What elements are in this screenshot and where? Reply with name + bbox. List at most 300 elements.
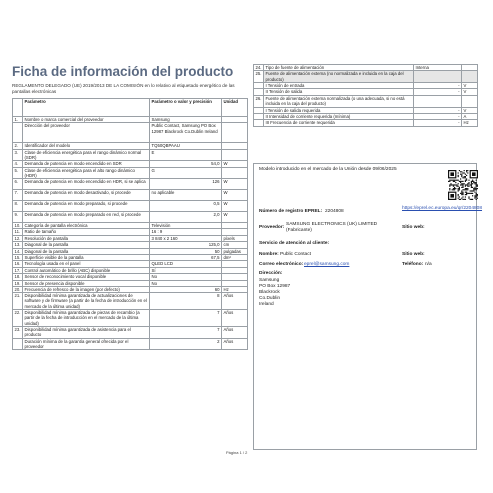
cell-v: TQ50QBPAAU bbox=[150, 143, 222, 149]
qr-module bbox=[462, 193, 463, 194]
qr-module bbox=[465, 174, 466, 175]
qr-module bbox=[465, 180, 466, 181]
qr-module bbox=[460, 178, 461, 179]
qr-module bbox=[462, 196, 463, 197]
qr-module bbox=[465, 194, 466, 195]
address-line: Co.Dublin bbox=[259, 296, 281, 301]
qr-module bbox=[461, 198, 462, 199]
cell-p: Diagonal de la pantalla bbox=[23, 248, 150, 254]
cell-n: 5. bbox=[13, 167, 23, 178]
qr-module bbox=[468, 198, 469, 199]
qr-module bbox=[465, 199, 466, 200]
qr-module bbox=[450, 184, 451, 185]
qr-module bbox=[474, 187, 475, 188]
cell-u bbox=[222, 167, 248, 178]
table-row bbox=[13, 167, 248, 178]
qr-finder bbox=[450, 194, 454, 198]
qr-module bbox=[460, 199, 461, 200]
qr-module bbox=[458, 186, 459, 187]
cell-u: W bbox=[222, 200, 248, 211]
qr-module bbox=[461, 174, 462, 175]
cell-v: Sí bbox=[150, 267, 222, 273]
qr-module bbox=[467, 193, 468, 194]
intro-text: Modelo introducido en el mercado de la Unión desde 09/06/2025 bbox=[259, 167, 397, 172]
cell-n: 21. bbox=[13, 293, 23, 310]
cell-n bbox=[13, 338, 23, 349]
cell-n: 19. bbox=[13, 280, 23, 286]
cell-p: Frecuencia de refresco de la imagen (por defecto) bbox=[23, 286, 150, 292]
cell-n: 26. bbox=[254, 95, 264, 107]
cell-n: 9. bbox=[13, 211, 23, 222]
qr-module bbox=[473, 188, 474, 189]
qr-module bbox=[472, 195, 473, 196]
qr-module bbox=[458, 190, 459, 191]
cell-n: 6. bbox=[13, 178, 23, 189]
cell-u bbox=[222, 123, 248, 143]
cell-p: III Frecuencia de corriente requerida bbox=[264, 120, 414, 126]
qr-module bbox=[458, 172, 459, 173]
qr-module bbox=[459, 188, 460, 189]
page-title: Ficha de información del producto bbox=[12, 64, 234, 79]
qr-module bbox=[453, 184, 454, 185]
cell-u bbox=[462, 95, 478, 107]
cell-p: Demanda de potencia en modo preparado en red, si procede bbox=[23, 211, 150, 222]
service-label: Servicio de atención al cliente: bbox=[259, 241, 330, 246]
qr-module bbox=[462, 186, 463, 187]
qr-module bbox=[465, 181, 466, 182]
qr-module bbox=[465, 196, 466, 197]
power-supply-table bbox=[253, 64, 478, 127]
qr-module bbox=[459, 187, 460, 188]
cell-v: 2,0 bbox=[150, 211, 222, 222]
cell-n: 7. bbox=[13, 189, 23, 200]
qr-module bbox=[453, 189, 454, 190]
supplier-label: Proveedor: bbox=[259, 225, 285, 230]
qr-code bbox=[448, 170, 478, 200]
qr-module bbox=[468, 196, 469, 197]
website-label-2: Sitio web: bbox=[402, 252, 425, 257]
cell-v: Public Contact, Samsung PO Box 12987 Blackrock Co.Dublin Ireland bbox=[150, 123, 222, 143]
qr-module bbox=[460, 181, 461, 182]
qr-module bbox=[461, 194, 462, 195]
qr-module bbox=[466, 178, 467, 179]
eprel-link[interactable]: https://eprel.ec.europa.eu/qr/2204808 bbox=[402, 206, 483, 211]
name-value: Public Contact bbox=[280, 252, 311, 257]
header-parameter: Parámetro bbox=[23, 99, 150, 117]
cell-n: 20. bbox=[13, 286, 23, 292]
qr-module bbox=[464, 176, 465, 177]
table-row bbox=[254, 71, 478, 82]
cell-p: Sensor de reconocimiento vocal disponible bbox=[23, 274, 150, 280]
cell-p: I Tensión de salida requerida bbox=[264, 107, 414, 113]
cell-p: Disponibilidad mínima garantizada de asistencia para el producto bbox=[23, 327, 150, 338]
qr-module bbox=[458, 180, 459, 181]
qr-module bbox=[452, 180, 453, 181]
cell-p: Ratio de tamaño bbox=[23, 229, 150, 235]
cell-v: 126 bbox=[150, 178, 222, 189]
cell-p: Tecnología usada en el panel bbox=[23, 261, 150, 267]
cell-v: Samsung bbox=[150, 117, 222, 123]
qr-module bbox=[460, 182, 461, 183]
qr-module bbox=[455, 184, 456, 185]
qr-module bbox=[466, 194, 467, 195]
qr-module bbox=[474, 192, 475, 193]
qr-module bbox=[461, 181, 462, 182]
qr-module bbox=[458, 188, 459, 189]
qr-module bbox=[466, 170, 467, 171]
table-row bbox=[13, 211, 248, 222]
qr-module bbox=[468, 180, 469, 181]
qr-module bbox=[470, 190, 471, 191]
qr-module bbox=[466, 188, 467, 189]
qr-module bbox=[476, 189, 477, 190]
cell-p: Demanda de potencia en modo encendido en HDR, si se aplica bbox=[23, 178, 150, 189]
qr-module bbox=[474, 195, 475, 196]
cell-v: - bbox=[414, 107, 462, 113]
qr-module bbox=[465, 192, 466, 193]
address-line: PO Box 12987 bbox=[259, 284, 291, 289]
cell-u: Años bbox=[222, 327, 248, 338]
qr-module bbox=[449, 181, 450, 182]
cell-v: 67,5 bbox=[150, 254, 222, 260]
table-row bbox=[13, 293, 248, 310]
qr-module bbox=[449, 188, 450, 189]
qr-module bbox=[453, 188, 454, 189]
qr-module bbox=[470, 193, 471, 194]
cell-v: 7 bbox=[150, 327, 222, 338]
qr-module bbox=[471, 190, 472, 191]
qr-module bbox=[461, 184, 462, 185]
qr-module bbox=[476, 194, 477, 195]
cell-n: 2. bbox=[13, 143, 23, 149]
qr-module bbox=[476, 183, 477, 184]
header-value: Parámetro o valor y precisión bbox=[150, 99, 222, 117]
qr-module bbox=[476, 186, 477, 187]
qr-module bbox=[458, 175, 459, 176]
cell-p: Resolución de pantalla bbox=[23, 235, 150, 241]
qr-module bbox=[462, 199, 463, 200]
qr-module bbox=[473, 189, 474, 190]
qr-module bbox=[466, 189, 467, 190]
qr-module bbox=[458, 198, 459, 199]
qr-module bbox=[465, 177, 466, 178]
qr-module bbox=[472, 183, 473, 184]
cell-p: Clase de eficiencia energética para el rango dinámico normal (SDR) bbox=[23, 149, 150, 160]
cell-v: 7 bbox=[150, 310, 222, 327]
cell-v: Interna bbox=[414, 65, 462, 71]
qr-module bbox=[476, 196, 477, 197]
cell-p: II Tensión de salida bbox=[264, 89, 414, 95]
cell-v: - bbox=[414, 89, 462, 95]
qr-module bbox=[477, 186, 478, 187]
cell-p: Fuente de alimentación externa normalizada (o una adecuada, si no está incluida en la caja del producto) bbox=[264, 95, 414, 107]
cell-n: 11. bbox=[13, 229, 23, 235]
qr-module bbox=[471, 182, 472, 183]
qr-module bbox=[476, 188, 477, 189]
qr-finder bbox=[472, 172, 476, 176]
cell-p: Categoría de pantalla electrónica bbox=[23, 222, 150, 228]
cell-p: Nombre o marca comercial del proveedor bbox=[23, 117, 150, 123]
cell-p: Demanda de potencia en modo desactivado, si procede bbox=[23, 189, 150, 200]
qr-module bbox=[461, 176, 462, 177]
cell-n: 24. bbox=[254, 65, 264, 71]
cell-u: cm bbox=[222, 242, 248, 248]
address-line: Ireland bbox=[259, 302, 274, 307]
cell-v: 8 bbox=[150, 293, 222, 310]
cell-n bbox=[254, 120, 264, 126]
phone-value: n/a bbox=[425, 262, 432, 267]
qr-module bbox=[461, 190, 462, 191]
address-line: Blackrock bbox=[259, 290, 280, 295]
cell-p: Disponibilidad mínima garantizada de actualizaciones de software y de firmware (a partir de la fecha de introducción en el mercado de la última unidad) bbox=[23, 293, 150, 310]
qr-module bbox=[454, 181, 455, 182]
qr-module bbox=[459, 189, 460, 190]
name-label: Nombre: bbox=[259, 252, 279, 257]
cell-p: Identificador del modelo bbox=[23, 143, 150, 149]
cell-n: 17. bbox=[13, 267, 23, 273]
qr-module bbox=[461, 193, 462, 194]
cell-p: Tipo de fuente de alimentación bbox=[264, 65, 414, 71]
qr-module bbox=[461, 175, 462, 176]
qr-module bbox=[458, 194, 459, 195]
qr-module bbox=[472, 193, 473, 194]
qr-module bbox=[459, 170, 460, 171]
qr-module bbox=[454, 184, 455, 185]
qr-module bbox=[461, 192, 462, 193]
cell-p: Fuente de alimentación externa (no normalizada e incluida en la caja del producto) bbox=[264, 71, 414, 82]
cell-p: Superficie visible de la pantalla bbox=[23, 254, 150, 260]
cell-p: Dirección del proveedor bbox=[23, 123, 150, 143]
qr-module bbox=[472, 199, 473, 200]
qr-module bbox=[455, 182, 456, 183]
qr-module bbox=[477, 198, 478, 199]
cell-u: Hz bbox=[462, 120, 478, 126]
qr-module bbox=[460, 174, 461, 175]
qr-module bbox=[467, 184, 468, 185]
qr-module bbox=[458, 183, 459, 184]
qr-module bbox=[453, 181, 454, 182]
cell-p: I Tensión de entrada bbox=[264, 82, 414, 88]
qr-module bbox=[467, 170, 468, 171]
qr-module bbox=[462, 177, 463, 178]
cell-n: 10. bbox=[13, 222, 23, 228]
cell-n: 23. bbox=[13, 327, 23, 338]
qr-module bbox=[471, 199, 472, 200]
cell-p: Sensor de presencia disponible bbox=[23, 280, 150, 286]
qr-module bbox=[472, 180, 473, 181]
qr-module bbox=[466, 184, 467, 185]
cell-n: 4. bbox=[13, 161, 23, 167]
qr-module bbox=[459, 196, 460, 197]
qr-module bbox=[448, 181, 449, 182]
table-row bbox=[254, 95, 478, 107]
cell-v: QLED LCD bbox=[150, 261, 222, 267]
qr-module bbox=[474, 189, 475, 190]
qr-module bbox=[466, 175, 467, 176]
cell-u: V bbox=[462, 89, 478, 95]
qr-module bbox=[453, 186, 454, 187]
cell-v: E bbox=[150, 149, 222, 160]
table-row bbox=[13, 310, 248, 327]
qr-module bbox=[465, 189, 466, 190]
header-num bbox=[13, 99, 23, 117]
cell-p: II Intensidad de corriente requerida (mínima) bbox=[264, 113, 414, 119]
cell-v: - bbox=[414, 120, 462, 126]
email-link[interactable]: eprel@samsung.com bbox=[304, 262, 350, 267]
cell-u bbox=[462, 71, 478, 82]
table-row bbox=[13, 327, 248, 338]
cell-v: 2 bbox=[150, 338, 222, 349]
header-unit: Unidad bbox=[222, 99, 248, 117]
cell-n: 3. bbox=[13, 149, 23, 160]
table-row bbox=[13, 200, 248, 211]
qr-module bbox=[471, 187, 472, 188]
cell-v: G bbox=[150, 167, 222, 178]
regulation-text: REGLAMENTO DELEGADO (UE) 2019/2013 DE LA COMISIÓN en lo relativo al etiquetado energético de las pantallas electrónicas bbox=[12, 83, 235, 94]
qr-module bbox=[449, 180, 450, 181]
cell-v bbox=[414, 71, 462, 82]
qr-module bbox=[467, 172, 468, 173]
cell-v: - bbox=[414, 113, 462, 119]
qr-module bbox=[450, 180, 451, 181]
page-number: Página 1 / 2 bbox=[226, 450, 248, 455]
cell-v: Televisión bbox=[150, 222, 222, 228]
qr-module bbox=[468, 182, 469, 183]
qr-module bbox=[471, 193, 472, 194]
cell-p: Disponibilidad mínima garantizada de piezas de recambio (a partir de la fecha de introducción en el mercado de la última unidad) bbox=[23, 310, 150, 327]
qr-module bbox=[449, 189, 450, 190]
qr-module bbox=[465, 184, 466, 185]
qr-module bbox=[461, 171, 462, 172]
qr-module bbox=[456, 180, 457, 181]
qr-module bbox=[466, 192, 467, 193]
qr-module bbox=[460, 184, 461, 185]
cell-u: píxels bbox=[222, 235, 248, 241]
qr-module bbox=[471, 183, 472, 184]
qr-module bbox=[465, 176, 466, 177]
cell-u: V bbox=[462, 82, 478, 88]
qr-module bbox=[462, 181, 463, 182]
qr-module bbox=[449, 184, 450, 185]
qr-module bbox=[472, 187, 473, 188]
cell-p: Diagonal de la pantalla bbox=[23, 242, 150, 248]
qr-module bbox=[462, 183, 463, 184]
supplier-value: SAMSUNG ELECTRONICS (UK) LIMITED (Fabricante) bbox=[286, 222, 378, 233]
cell-u: Años bbox=[222, 310, 248, 327]
qr-module bbox=[462, 194, 463, 195]
qr-module bbox=[452, 184, 453, 185]
qr-module bbox=[460, 193, 461, 194]
cell-v: 3 840 x 2 160 bbox=[150, 235, 222, 241]
qr-module bbox=[472, 181, 473, 182]
qr-module bbox=[474, 188, 475, 189]
cell-v: 54,0 bbox=[150, 161, 222, 167]
address-line: Samsung bbox=[259, 278, 280, 283]
cell-v: No bbox=[150, 274, 222, 280]
cell-v: 16 : 9 bbox=[150, 229, 222, 235]
qr-module bbox=[455, 188, 456, 189]
qr-module bbox=[462, 187, 463, 188]
qr-module bbox=[465, 188, 466, 189]
qr-module bbox=[464, 189, 465, 190]
cell-n: 18. bbox=[13, 274, 23, 280]
qr-module bbox=[454, 188, 455, 189]
qr-module bbox=[465, 186, 466, 187]
qr-module bbox=[462, 189, 463, 190]
cell-u: pulgadas bbox=[222, 248, 248, 254]
cell-n: 8. bbox=[13, 200, 23, 211]
table-row bbox=[13, 149, 248, 160]
qr-module bbox=[461, 187, 462, 188]
qr-module bbox=[476, 193, 477, 194]
qr-module bbox=[461, 183, 462, 184]
qr-module bbox=[460, 171, 461, 172]
eprel-label: Número de registro EPREL: bbox=[259, 209, 323, 214]
qr-module bbox=[476, 180, 477, 181]
cell-p: Demanda de potencia en modo preparado, si procede bbox=[23, 200, 150, 211]
qr-finder bbox=[450, 172, 454, 176]
qr-module bbox=[458, 189, 459, 190]
qr-module bbox=[456, 184, 457, 185]
qr-module bbox=[466, 193, 467, 194]
cell-u: Hz bbox=[222, 286, 248, 292]
cell-n: 15. bbox=[13, 254, 23, 260]
cell-v: 0,5 bbox=[150, 200, 222, 211]
qr-module bbox=[458, 195, 459, 196]
phone-label: Teléfono: bbox=[402, 262, 424, 267]
qr-module bbox=[476, 195, 477, 196]
qr-module bbox=[477, 195, 478, 196]
cell-u: Años bbox=[222, 338, 248, 349]
address-label: Dirección: bbox=[259, 271, 283, 276]
cell-n: 12. bbox=[13, 235, 23, 241]
qr-module bbox=[458, 176, 459, 177]
cell-u: W bbox=[222, 178, 248, 189]
qr-module bbox=[454, 187, 455, 188]
qr-module bbox=[462, 184, 463, 185]
cell-p: Clase de eficiencia energética para el alto rango dinámico (HDR) bbox=[23, 167, 150, 178]
table-row bbox=[13, 189, 248, 200]
cell-u: V bbox=[462, 107, 478, 113]
cell-u: A bbox=[462, 113, 478, 119]
qr-module bbox=[477, 188, 478, 189]
qr-module bbox=[467, 188, 468, 189]
qr-module bbox=[459, 199, 460, 200]
qr-module bbox=[454, 180, 455, 181]
cell-u: W bbox=[222, 161, 248, 167]
cell-u bbox=[222, 149, 248, 160]
qr-module bbox=[462, 172, 463, 173]
qr-module bbox=[455, 180, 456, 181]
qr-module bbox=[467, 183, 468, 184]
website-label: Sitio web: bbox=[402, 225, 425, 230]
qr-module bbox=[474, 183, 475, 184]
qr-module bbox=[452, 189, 453, 190]
qr-module bbox=[471, 184, 472, 185]
qr-module bbox=[464, 177, 465, 178]
cell-n: 16. bbox=[13, 261, 23, 267]
cell-v bbox=[414, 95, 462, 107]
product-info-table bbox=[12, 98, 248, 350]
qr-module bbox=[473, 190, 474, 191]
qr-module bbox=[476, 184, 477, 185]
table-row bbox=[13, 123, 248, 143]
cell-u: Años bbox=[222, 293, 248, 310]
cell-p: Control automático de brillo (ABC) disponible bbox=[23, 267, 150, 273]
cell-p: Duración mínima de la garantía general ofrecida por el proveedor bbox=[23, 338, 150, 349]
cell-n: 14. bbox=[13, 248, 23, 254]
cell-u: dm² bbox=[222, 254, 248, 260]
